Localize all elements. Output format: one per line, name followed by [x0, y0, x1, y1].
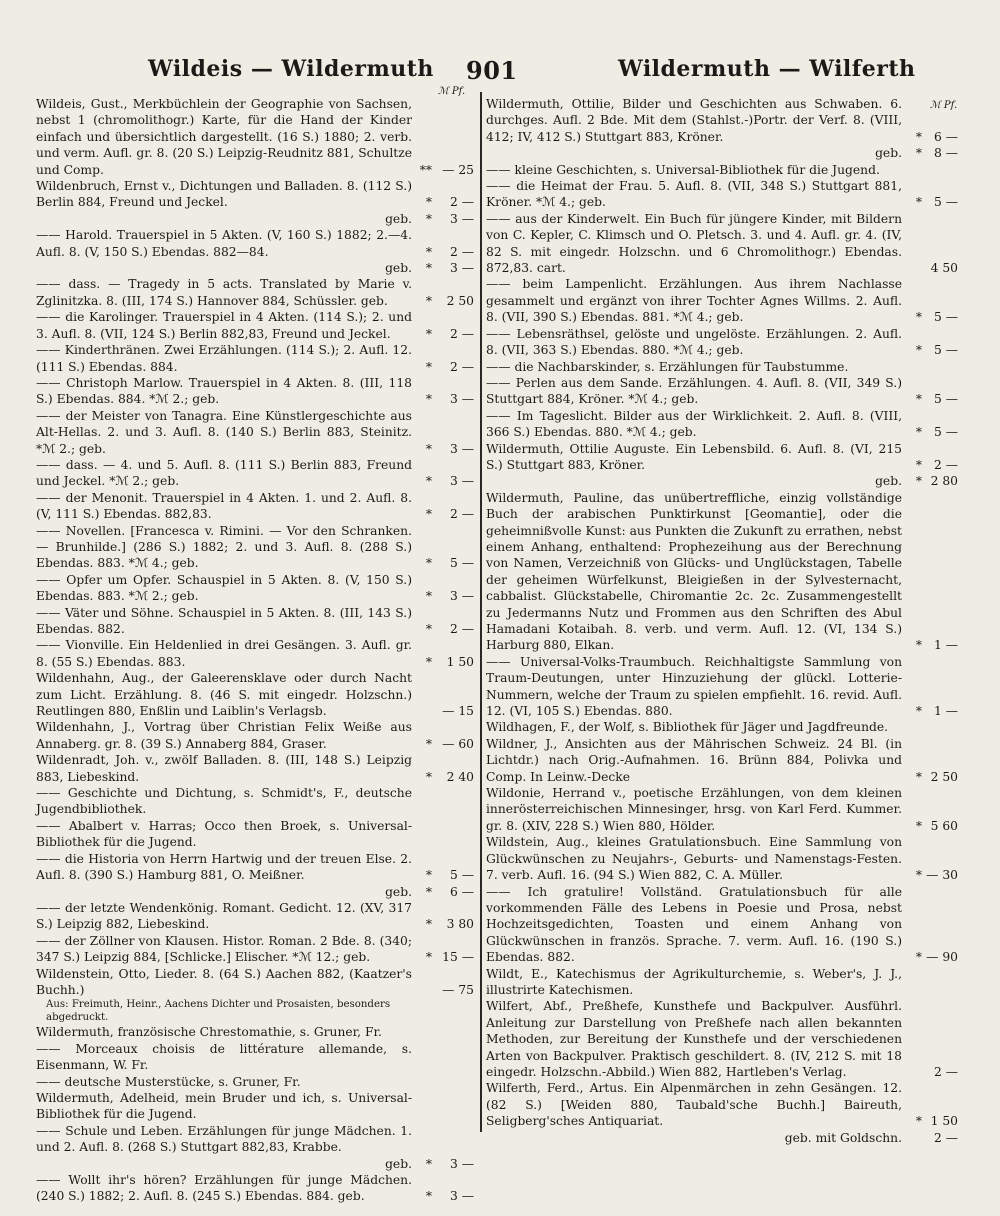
bibliography-entry: [486, 834, 958, 883]
entry-mark: *: [915, 638, 922, 653]
entry-price: 3 —: [449, 1189, 474, 1204]
bibliography-entry: [36, 719, 474, 752]
entry-text: Wilferth, Ferd., Artus. Ein Alpenmärchen in zehn Gesängen. 12. (82 S.) [Weiden 880, Taubald'sche Buchh.] Baireuth, Seligberg'sches Antiquariat.: [486, 1081, 902, 1129]
bibliography-entry: [486, 884, 958, 966]
entry-text: —— Morceaux choisis de littérature allemande, s. Eisenmann, W. Fr.: [36, 1041, 412, 1073]
entry-mark: *: [915, 195, 922, 210]
bibliography-entry: [36, 1172, 474, 1205]
bibliography-entry: [486, 178, 958, 211]
entry-text: Wildner, J., Ansichten aus der Mährischen Schweiz. 24 Bl. (in Lichtdr.) nach Orig.-Aufnahmen. 16. Brünn 884, Polivka und Comp. In Leinw.-Decke: [486, 736, 902, 784]
entry-text: geb.: [385, 1156, 412, 1171]
entry-mark: *: [425, 1189, 432, 1204]
entry-mark: *: [425, 211, 432, 226]
bibliography-entry: [486, 162, 958, 178]
entry-text: —— die Heimat der Frau. 5. Aufl. 8. (VII, 348 S.) Stuttgart 881, Kröner. *ℳ 4.; geb.: [486, 179, 902, 210]
entry-text: —— Novellen. [Francesca v. Rimini. — Vor den Schranken. — Brunhilde.] (286 S.) 1882; 2. und 3. Aufl. 8. (288 S.) Ebendas. 883. *ℳ 4.; geb.: [36, 523, 412, 571]
entry-price: 5 —: [933, 392, 958, 407]
entry-text: —— der Meister von Tanagra. Eine Künstlergeschichte aus Alt-Hellas. 2. und 3. Aufl. 8. (140 S.) Berlin 883, Steinitz. *ℳ 2.; geb.: [36, 408, 412, 456]
entry-text: Wildenbruch, Ernst v., Dichtungen und Balladen. 8. (112 S.) Berlin 884, Freund und Jeckel.: [36, 179, 412, 210]
entry-mark: *: [425, 195, 432, 210]
bibliography-entry: [486, 490, 958, 654]
entry-text: —— Harold. Trauerspiel in 5 Akten. (V, 160 S.) 1882; 2.—4. Aufl. 8. (V, 150 S.) Ebendas. 882—84.: [36, 228, 412, 259]
entry-mark: *: [425, 884, 432, 899]
entry-text: —— aus der Kinderwelt. Ein Buch für jüngere Kinder, mit Bildern von C. Kepler, C. Klimsch und O. Pletsch. 3. und 4. Aufl. gr. 4. (IV, 82 S. mit eingedr. Holzschn. und 6 Chromolithogr.) Ebendas. 872,83. cart.: [486, 211, 902, 276]
bibliography-entry: [36, 227, 474, 260]
entry-mark: **: [419, 162, 432, 177]
entry-price: 2 80: [930, 474, 958, 489]
entry-mark: *: [425, 868, 432, 883]
entry-price: 2 —: [449, 507, 474, 522]
bibliography-entry: [486, 408, 958, 441]
entry-mark: *: [915, 474, 922, 489]
bibliography-entry: [36, 605, 474, 638]
bibliography-entry: [486, 145, 958, 161]
entry-mark: *: [425, 917, 432, 932]
entry-price: 3 80: [446, 917, 474, 932]
entry-text: geb.: [875, 146, 902, 161]
bibliography-entry: [36, 933, 474, 966]
entry-price: — 75: [442, 982, 474, 997]
bibliography-entry: [36, 1156, 474, 1172]
entry-mark: *: [915, 868, 922, 883]
entry-price: 15 —: [442, 950, 474, 965]
bibliography-entry: [486, 359, 958, 375]
bibliography-entry: [486, 736, 958, 785]
entry-price: 2 —: [933, 1130, 958, 1145]
entry-text: Wildenradt, Joh. v., zwölf Balladen. 8. (III, 148 S.) Leipzig 883, Liebeskind.: [36, 753, 412, 784]
entry-price: 2 —: [449, 195, 474, 210]
bibliography-entry: [486, 441, 958, 474]
bibliography-entry: [36, 1074, 474, 1090]
entry-price: — 25: [442, 162, 474, 177]
entry-mark: *: [425, 474, 432, 489]
entry-mark: *: [425, 769, 432, 784]
bibliography-entry: [36, 375, 474, 408]
entry-mark: *: [425, 654, 432, 669]
entry-price: 5 —: [933, 343, 958, 358]
bibliography-entry: [486, 1130, 958, 1146]
entry-price: 2 40: [446, 769, 474, 784]
bibliography-entry: [36, 998, 474, 1024]
bibliography-entry: [486, 96, 958, 145]
entry-text: —— Schule und Leben. Erzählungen für junge Mädchen. 1. und 2. Aufl. 8. (268 S.) Stuttgart 882,83, Krabbe.: [36, 1123, 412, 1155]
entry-mark: *: [915, 146, 922, 161]
entry-price: — 30: [926, 868, 958, 883]
entry-mark: *: [915, 950, 922, 965]
entry-mark: *: [425, 326, 432, 341]
entry-mark: *: [425, 441, 432, 456]
entry-mark: *: [915, 457, 922, 472]
entry-mark: *: [915, 818, 922, 833]
entry-price: 5 —: [933, 195, 958, 210]
entry-mark: *: [425, 622, 432, 636]
entry-price: 5 —: [933, 425, 958, 440]
entry-text: Wildermuth, Pauline, das unübertreffliche, einzig vollständige Buch der arabischen Punktirkunst [Geomantie], oder die geheimnißvolle Kunst: aus Punkten die Zukunft zu errathen, nebst einem Anhang, enthaltend: Prophezeihung aus der Berechnung von Namen, Verzeichniß von Glücks- und Unglückstagen, Tabelle der geheimen Würfelkunst, Bleigießen in der Sylvesternacht, cabbalist. Glückstabelle, Chiromantie 2c. 2c. Zusammengestellt zu Jedermanns Nutz und Frommen aus den Schriften des Abul Hamadani Kotaibah. 8. verb. und verm. Aufl. 12. (VI, 134 S.) Harburg 880, Elkan.: [486, 490, 902, 653]
entry-text: Wilfert, Abf., Preßhefe, Kunsthefe und Backpulver. Ausführl. Anleitung zur Darstellung von Preßhefe nach allen bekannten Methoden, zur Bereitung der Kunsthefe und der verschiedenen Arten von Backpulver. Praktisch geschildert. 8. (IV, 212 S. mit 18 eingedr. Holzschn.-Abbild.) Wien 882, Hartleben's Verlag.: [486, 999, 902, 1079]
left-column: [36, 96, 474, 1205]
bibliography-entry: [486, 211, 958, 277]
bibliography-entry: [36, 408, 474, 457]
entry-mark: *: [425, 261, 432, 276]
bibliography-entry: [36, 211, 474, 227]
entry-price: 2 —: [449, 359, 474, 374]
entry-price: 2 —: [449, 622, 474, 636]
entry-text: —— Väter und Söhne. Schauspiel in 5 Akten. 8. (III, 143 S.) Ebendas. 882.: [36, 605, 412, 636]
entry-text: —— Vionville. Ein Heldenlied in drei Gesängen. 3. Aufl. gr. 8. (55 S.) Ebendas. 883.: [36, 638, 412, 669]
entry-mark: *: [915, 392, 922, 407]
bibliography-entry: [36, 785, 474, 818]
bibliography-entry: [486, 473, 958, 489]
entry-text: Wildermuth, französische Chrestomathie, s. Gruner, Fr.: [36, 1025, 382, 1040]
entry-mark: *: [915, 769, 922, 784]
entry-text: —— Im Tageslicht. Bilder aus der Wirklichkeit. 2. Aufl. 8. (VIII, 366 S.) Ebendas. 880. *ℳ 4.; geb.: [486, 408, 902, 440]
bibliography-entry: [36, 276, 474, 309]
entry-price: 4 50: [930, 261, 958, 276]
bibliography-entry: [486, 966, 958, 999]
bibliography-entry: [36, 523, 474, 572]
entry-price: 3 —: [449, 474, 474, 489]
entry-price: 1 50: [930, 1114, 958, 1129]
entry-price: 5 60: [930, 818, 958, 833]
entry-text: geb.: [385, 211, 412, 226]
entry-note: Aus: Freimuth, Heinr., Aachens Dichter und Prosaisten, besonders abgedruckt.: [46, 999, 391, 1024]
entry-text: Wildenhahn, Aug., der Galeerensklave oder durch Nacht zum Licht. Erzählung. 8. (46 S. mit eingedr. Holzschn.) Reutlingen 880, Enßlin und Laiblin's Verlagsb.: [36, 671, 412, 719]
bibliography-entry: [36, 818, 474, 851]
bibliography-entry: [486, 1080, 958, 1129]
bibliography-entry: [486, 998, 958, 1080]
entry-text: Wildermuth, Ottilie, Bilder und Geschichten aus Schwaben. 6. durchges. Aufl. 2 Bde. Mit dem (Stahlst.-)Portr. der Verf. 8. (VIII, 412; IV, 412 S.) Stuttgart 883, Kröner.: [486, 97, 902, 144]
entry-price: 8 —: [933, 146, 958, 161]
entry-mark: *: [425, 244, 432, 259]
bibliography-entry: [36, 884, 474, 900]
running-head-left: Wildeis — Wildermuth: [148, 56, 434, 82]
entry-price: 3 —: [449, 589, 474, 604]
entry-text: Wildstein, Aug., kleines Gratulationsbuch. Eine Sammlung von Glückwünschen zu Neujahrs-, Geburts- und Namenstags-Festen. 7. verb. Aufl. 16. (94 S.) Wien 882, C. A. Müller.: [486, 835, 902, 883]
bibliography-entry: [36, 572, 474, 605]
entry-price: 5 —: [449, 556, 474, 571]
entry-text: —— Universal-Volks-Traumbuch. Reichhaltigste Sammlung von Traum-Deutungen, unter Hinzuziehung der glückl. Lotterie-Nummern, welche der Traum zu spielen empfiehlt. 16. revid. Aufl. 12. (VI, 105 S.) Ebendas. 880.: [486, 654, 902, 719]
bibliography-entry: [36, 260, 474, 276]
bibliography-entry: [486, 375, 958, 408]
entry-price: 5 —: [449, 868, 474, 883]
entry-text: —— Perlen aus dem Sande. Erzählungen. 4. Aufl. 8. (VII, 349 S.) Stuttgart 884, Kröner. *ℳ 4.; geb.: [486, 375, 902, 407]
currency-label-right: ℳ Pf.: [930, 100, 958, 111]
bibliography-entry: [36, 670, 474, 719]
entry-price: 1 50: [446, 654, 474, 669]
entry-text: —— die Nachbarskinder, s. Erzählungen für Taubstumme.: [486, 359, 849, 374]
entry-mark: *: [425, 392, 432, 407]
entry-price: — 15: [442, 704, 474, 719]
entry-text: —— beim Lampenlicht. Erzählungen. Aus ihrem Nachlasse gesammelt und ergänzt von ihrer Tochter Agnes Willms. 2. Aufl. 8. (VII, 390 S.) Ebendas. 881. *ℳ 4.; geb.: [486, 277, 902, 325]
entry-text: geb. mit Goldschn.: [784, 1130, 902, 1145]
entry-text: Wildonie, Herrand v., poetische Erzählungen, von dem kleinen innerösterreichischen Minnesinger, hrsg. von Karl Ferd. Kummer. gr. 8. (XIV, 228 S.) Wien 880, Hölder.: [486, 786, 902, 833]
entry-text: Wildenhahn, J., Vortrag über Christian Felix Weiße aus Annaberg. gr. 8. (39 S.) Annaberg 884, Graser.: [36, 720, 412, 751]
entry-text: —— Ich gratulire! Vollständ. Gratulationsbuch für alle vorkommenden Fälle des Lebens in Poesie und Prosa, nebst Hochzeitsgedichten, Toasten und einem Anhang von Glückwünschen in französ. Sprache. 7. verm. Aufl. 16. (190 S.) Ebendas. 882.: [486, 884, 902, 965]
entry-text: —— Kinderthränen. Zwei Erzählungen. (114 S.); 2. Aufl. 12. (111 S.) Ebendas. 884.: [36, 343, 412, 374]
entry-text: —— Lebensräthsel, gelöste und ungelöste. Erzählungen. 2. Aufl. 8. (VII, 363 S.) Ebendas. 880. *ℳ 4.; geb.: [486, 326, 902, 358]
bibliography-entry: [36, 637, 474, 670]
entry-price: 2 50: [446, 293, 474, 308]
bibliography-entry: [36, 309, 474, 342]
bibliography-entry: [36, 851, 474, 884]
bibliography-entry: [36, 490, 474, 523]
entry-mark: *: [915, 704, 922, 719]
entry-text: —— der letzte Wendenkönig. Romant. Gedicht. 12. (XV, 317 S.) Leipzig 882, Liebeskind.: [36, 900, 412, 932]
entry-text: —— dass. — Tragedy in 5 acts. Translated by Marie v. Zglinitzka. 8. (III, 174 S.) Hannover 884, Schüssler. geb.: [36, 277, 412, 308]
entry-text: geb.: [875, 474, 902, 489]
entry-mark: *: [915, 425, 922, 440]
entry-price: 3 —: [449, 392, 474, 407]
entry-mark: *: [915, 343, 922, 358]
entry-mark: *: [915, 310, 922, 325]
bibliography-entry: [36, 457, 474, 490]
bibliography-entry: [486, 654, 958, 720]
page-number: 901: [466, 56, 518, 85]
entry-text: Wildt, E., Katechismus der Agrikulturchemie, s. Weber's, J. J., illustrirte Katechismen.: [486, 966, 902, 997]
right-column: [486, 96, 958, 1146]
entry-text: Wildeis, Gust., Merkbüchlein der Geographie von Sachsen, nebst 1 (chromolithogr.) Karte, für die Hand der Kinder einfach und übersichtlich dargestellt. (16 S.) 1880; 2. verb. und verm. Aufl. gr. 8. (20 S.) Leipzig-Reudnitz 881, Schultze und Comp.: [36, 97, 412, 177]
entry-price: 3 —: [449, 211, 474, 226]
entry-price: 3 —: [449, 261, 474, 276]
entry-text: geb.: [385, 261, 412, 276]
entry-text: —— die Historia von Herrn Hartwig und der treuen Else. 2. Aufl. 8. (390 S.) Hamburg 881, O. Meißner.: [36, 851, 412, 883]
entry-text: —— Geschichte und Dichtung, s. Schmidt's, F., deutsche Jugendbibliothek.: [36, 786, 412, 817]
bibliography-entry: [36, 96, 474, 178]
bibliography-entry: [36, 1024, 474, 1040]
entry-mark: *: [915, 129, 922, 144]
entry-mark: *: [425, 556, 432, 571]
entry-price: 6 —: [449, 884, 474, 899]
entry-price: 3 —: [449, 1156, 474, 1171]
bibliography-entry: [36, 1090, 474, 1123]
entry-price: — 90: [926, 950, 958, 965]
entry-text: —— Christoph Marlow. Trauerspiel in 4 Akten. 8. (III, 118 S.) Ebendas. 884. *ℳ 2.; geb.: [36, 375, 412, 407]
column-divider: [480, 92, 482, 1132]
entry-mark: *: [425, 589, 432, 604]
bibliography-entry: [36, 752, 474, 785]
entry-text: Wildermuth, Ottilie Auguste. Ein Lebensbild. 6. Aufl. 8. (VI, 215 S.) Stuttgart 883, Kröner.: [486, 441, 902, 472]
entry-text: —— die Karolinger. Trauerspiel in 4 Akten. (114 S.); 2. und 3. Aufl. 8. (VII, 124 S.) Berlin 882,83, Freund und Jeckel.: [36, 310, 412, 341]
entry-text: —— der Menonit. Trauerspiel in 4 Akten. 1. und 2. Aufl. 8. (V, 111 S.) Ebendas. 882,83.: [36, 490, 412, 522]
entry-text: Wildenstein, Otto, Lieder. 8. (64 S.) Aachen 882, (Kaatzer's Buchh.): [36, 966, 412, 997]
entry-text: Wildermuth, Adelheid, mein Bruder und ich, s. Universal-Bibliothek für die Jugend.: [36, 1090, 412, 1122]
entry-text: —— Opfer um Opfer. Schauspiel in 5 Akten. 8. (V, 150 S.) Ebendas. 883. *ℳ 2.; geb.: [36, 572, 412, 604]
entry-price: 2 —: [933, 457, 958, 472]
entry-mark: *: [425, 1156, 432, 1171]
entry-text: —— Wollt ihr's hören? Erzählungen für junge Mädchen. (240 S.) 1882; 2. Aufl. 8. (245 S.) Ebendas. 884. geb.: [36, 1173, 412, 1204]
entry-price: 2 —: [449, 244, 474, 259]
bibliography-entry: [36, 1123, 474, 1156]
entry-text: —— der Zöllner von Klausen. Histor. Roman. 2 Bde. 8. (340; 347 S.) Leipzig 884, [Schlicke.] Elischer. *ℳ 12.; geb.: [36, 933, 412, 965]
entry-price: 2 50: [930, 769, 958, 784]
entry-price: 5 —: [933, 310, 958, 325]
bibliography-entry: [486, 785, 958, 834]
entry-price: — 60: [442, 736, 474, 751]
currency-label-left: ℳ Pf.: [438, 86, 466, 97]
bibliography-entry: [36, 342, 474, 375]
entry-text: —— deutsche Musterstücke, s. Gruner, Fr.: [36, 1074, 301, 1089]
entry-price: 2 —: [449, 326, 474, 341]
bibliography-entry: [36, 900, 474, 933]
entry-text: geb.: [385, 884, 412, 899]
bibliography-entry: [486, 326, 958, 359]
entry-mark: *: [425, 293, 432, 308]
entry-text: —— Abalbert v. Harras; Occo then Broek, s. Universal-Bibliothek für die Jugend.: [36, 818, 412, 850]
bibliography-entry: [486, 719, 958, 735]
bibliography-entry: [36, 178, 474, 211]
bibliography-entry: [36, 1041, 474, 1074]
entry-text: —— kleine Geschichten, s. Universal-Bibliothek für die Jugend.: [486, 162, 880, 177]
entry-text: Wildhagen, F., der Wolf, s. Bibliothek für Jäger und Jagdfreunde.: [486, 720, 889, 735]
entry-price: 1 —: [933, 638, 958, 653]
entry-mark: *: [425, 507, 432, 522]
entry-mark: *: [915, 1114, 922, 1129]
entry-price: 6 —: [933, 129, 958, 144]
running-head-right: Wildermuth — Wilferth: [618, 56, 916, 82]
entry-text: —— dass. — 4. und 5. Aufl. 8. (111 S.) Berlin 883, Freund und Jeckel. *ℳ 2.; geb.: [36, 457, 412, 489]
entry-mark: *: [425, 359, 432, 374]
entry-mark: *: [425, 950, 432, 965]
bibliography-entry: [486, 276, 958, 325]
entry-price: 2 —: [933, 1064, 958, 1079]
entry-price: 3 —: [449, 441, 474, 456]
bibliography-entry: [36, 966, 474, 999]
entry-price: 1 —: [933, 704, 958, 719]
entry-mark: *: [425, 736, 432, 751]
